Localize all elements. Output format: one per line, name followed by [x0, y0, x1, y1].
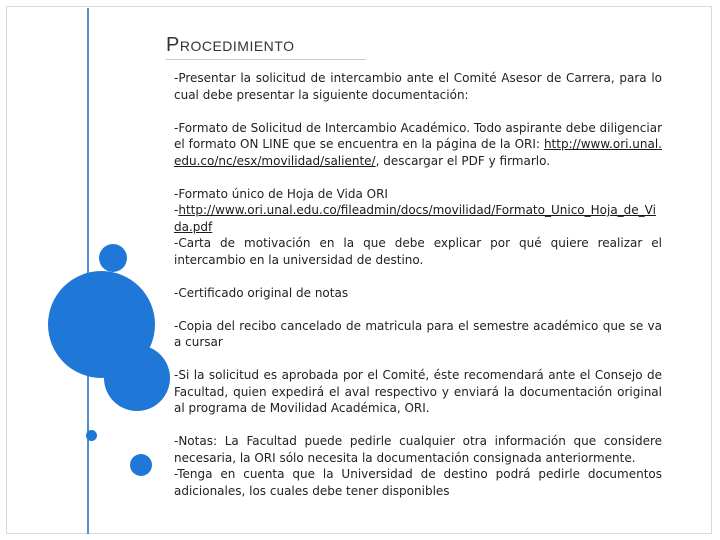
carta-motivacion-text: -Carta de motivación en la que debe explicar por qué quiere realizar el intercambio en la universidad de destino.	[174, 236, 662, 267]
paragraph-formato-solicitud	[174, 120, 662, 170]
paragraph-documentos-adicionales: -Tenga en cuenta que la Universidad de destino podrá pedirle documentos adicionales, los cuales debe tener disponibles	[174, 467, 662, 498]
decorative-vertical-line	[87, 8, 89, 534]
decorative-circle-small	[99, 244, 127, 272]
hoja-de-vida-dash: -	[174, 203, 179, 217]
decorative-circle-tiny	[86, 430, 97, 441]
decorative-circle-medium	[104, 345, 170, 411]
paragraph-presentar: -Presentar la solicitud de intercambio ante el Comité Asesor de Carrera, para lo cual debe presentar la siguiente documentación:	[174, 71, 662, 102]
ori-saliente-link[interactable]: http://www.ori.unal.edu.co/nc/esx/movilidad/saliente/	[174, 137, 662, 168]
formato-solicitud-tail: , descargar el PDF y firmarlo.	[375, 153, 551, 168]
formato-solicitud-text: -Formato de Solicitud de Intercambio Académico. Todo aspirante debe diligenciar el formato ON LINE que se encuentra en la página de la ORI:	[174, 120, 662, 151]
paragraph-notas: -Notas: La Facultad puede pedirle cualquier otra información que considere necesaria, la ORI sólo necesita la documentación consignada anteriormente.	[174, 434, 662, 465]
paragraph-hoja-de-vida	[174, 186, 662, 269]
title-underline	[166, 59, 366, 60]
hoja-de-vida-label: -Formato único de Hoja de Vida ORI	[174, 186, 388, 201]
procedure-body	[174, 70, 662, 499]
paragraph-copia-recibo: -Copia del recibo cancelado de matricula para el semestre académico que se va a cursar	[174, 318, 662, 349]
paragraph-certificado-notas: -Certificado original de notas	[174, 285, 349, 300]
decorative-circle-mid-small	[130, 454, 152, 476]
hoja-de-vida-link-line	[174, 202, 662, 235]
hoja-de-vida-link[interactable]: http://www.ori.unal.edu.co/fileadmin/docs/movilidad/Formato_Unico_Hoja_de_Vida.pdf	[174, 203, 656, 234]
paragraph-solicitud-aprobada: -Si la solicitud es aprobada por el Comité, éste recomendará ante el Consejo de Facultad, quien expedirá el aval respectivo y enviará la documentación original al programa de Movilidad Académica, ORI.	[174, 368, 662, 415]
slide-title: Procedimiento	[166, 34, 295, 56]
